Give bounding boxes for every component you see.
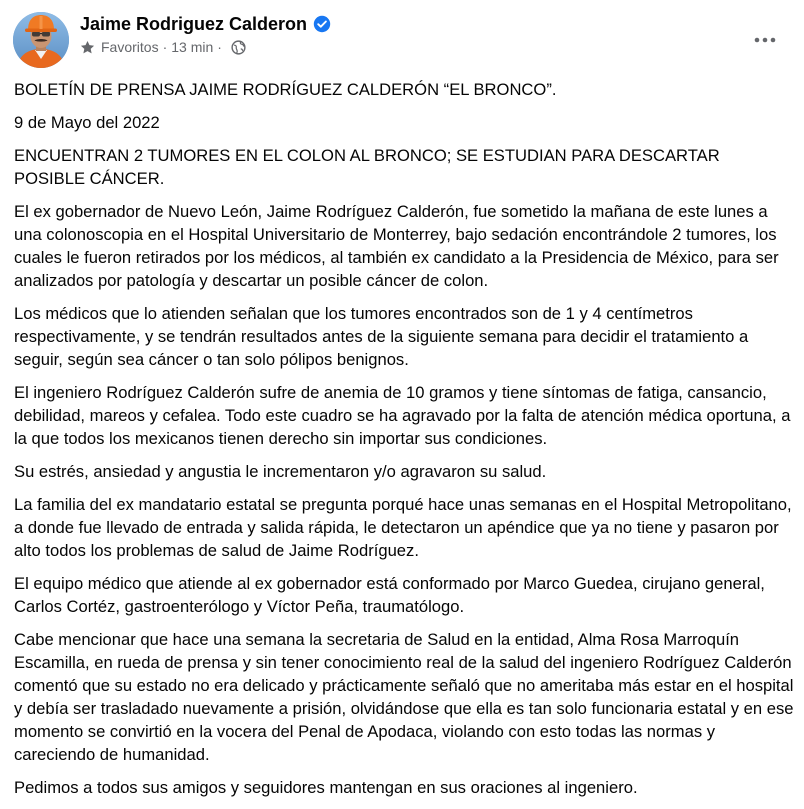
press-release-heading: BOLETÍN DE PRENSA JAIME RODRÍGUEZ CALDERÓN “EL BRONCO”. [14,80,557,99]
globe-icon [231,40,246,55]
more-options-button[interactable] [748,22,782,56]
star-icon [80,40,95,55]
post-header [0,0,804,72]
headline: ENCUENTRAN 2 TUMORES EN EL COLON AL BRONCO; SE ESTUDIAN PARA DESCARTAR POSIBLE CÁNCER. [14,146,720,188]
author-name[interactable]: Jaime Rodriguez Calderon [80,14,308,34]
closing-paragraph: Pedimos a todos sus amigos y seguidores mantengan en sus oraciones al ingeniero. [14,778,638,797]
post-meta [80,37,246,57]
author-avatar[interactable] [13,12,69,68]
paragraph: Su estrés, ansiedad y angustia le incrementaron y/o agravaron su salud. [14,462,547,481]
post-text [14,78,794,809]
paragraph: Los médicos que lo atienden señalan que los tumores encontrados son de 1 y 4 centímetros respectivamente, y se tendrán resultados antes de la siguiente semana para decidir el tratamiento a seguir, según sea cáncer o tan solo pólipos benignos. [14,304,749,369]
post-timestamp[interactable]: 13 min [171,39,214,55]
meta-separator: · [162,39,168,55]
avatar-photo [13,12,69,68]
author-line [80,13,331,35]
meta-separator-2: · [217,39,222,55]
paragraph: El ingeniero Rodríguez Calderón sufre de anemia de 10 gramos y tiene síntomas de fatiga, cansancio, debilidad, mareos y cefalea. Todo este cuadro se ha agravado por la falta de atención médica oportuna, a la que todos los mexicanos tienen derecho sin importar sus condiciones. [14,383,791,448]
paragraph: Cabe mencionar que hace una semana la secretaria de Salud en la entidad, Alma Rosa Marroquín Escamilla, en rueda de prensa y sin tener conocimiento real de la salud del ingeniero Rodríguez Calderón comentó que su estado no era delicado y prácticamente señaló que no ameritaba más estar en el hospital y debía ser trasladado nuevamente a prisión, olvidándose que ella es tan solo funcionaria estatal y en ese momento se convirtió en la vocera del Penal de Apodaca, violando con esto todas las normas y careciendo de humanidad. [14,630,794,764]
more-horizontal-icon [754,30,776,48]
paragraph: El equipo médico que atiende al ex gobernador está conformado por Marco Guedea, cirujano general, Carlos Cortéz, gastroenterólogo y Víctor Peña, traumatólogo. [14,574,765,616]
post-date: 9 de Mayo del 2022 [14,113,160,132]
verified-badge-icon [313,15,331,33]
audience-label[interactable]: Favoritos [101,39,159,55]
paragraph: El ex gobernador de Nuevo León, Jaime Rodríguez Calderón, fue sometido la mañana de este lunes a una colonoscopia en el Hospital Universitario de Monterrey, bajo sedación encontrándole 2 tumores, los cuales le fueron retirados por los médicos, al también ex candidato a la Presidencia de México, para ser analizados por patología y descartar un posible cáncer de colon. [14,202,779,290]
paragraph: La familia del ex mandatario estatal se pregunta porqué hace unas semanas en el Hospital Metropolitano, a donde fue llevado de entrada y salida rápida, le detectaron un apéndice que ya no tiene y pasaron por alto todos los problemas de salud de Jaime Rodríguez. [14,495,792,560]
